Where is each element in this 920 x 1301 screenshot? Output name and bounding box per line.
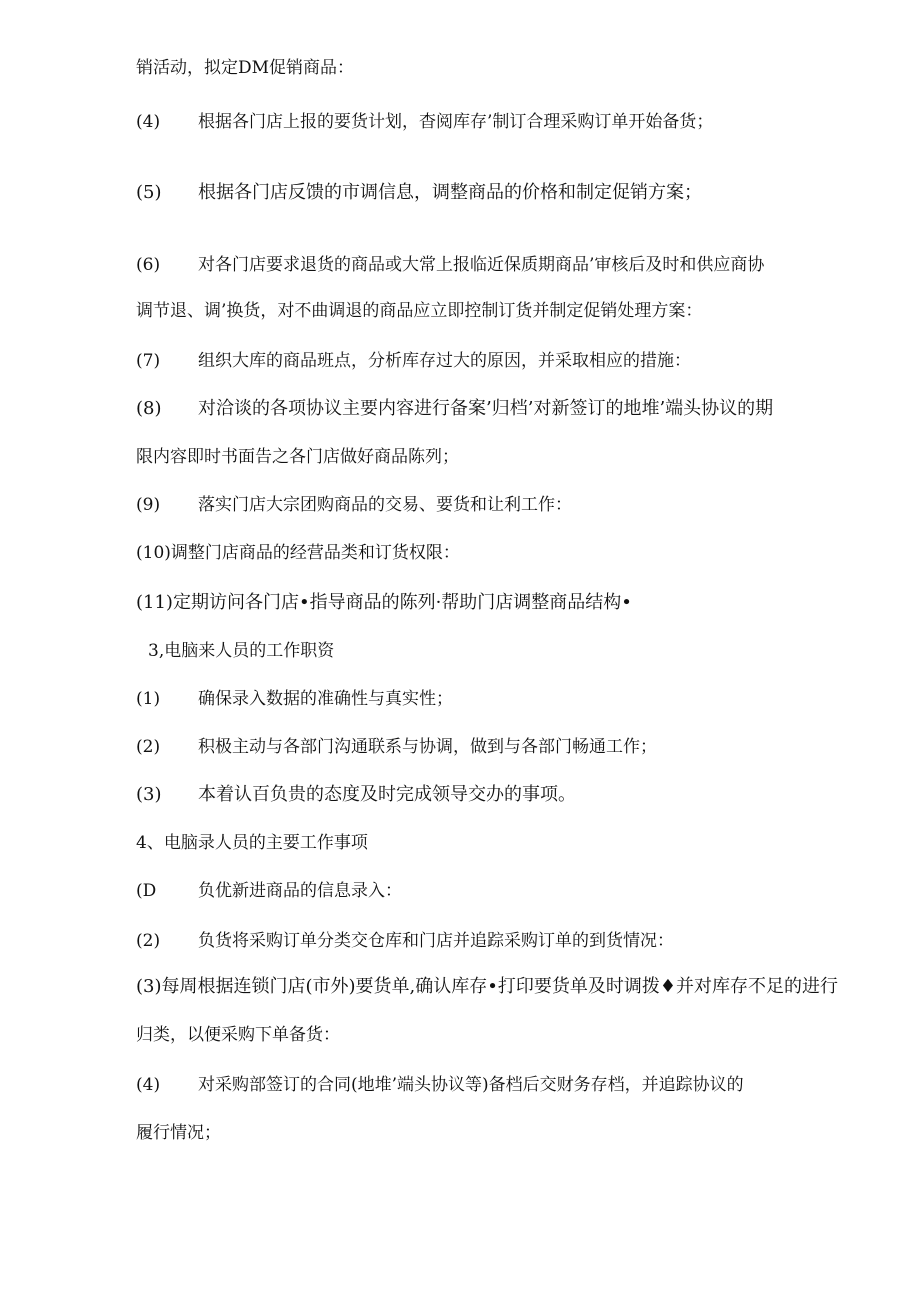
list-item-11 xyxy=(136,592,632,614)
list-item-1 xyxy=(136,688,453,710)
list-item-3b-continuation xyxy=(136,1024,340,1046)
text-line-continuation xyxy=(136,57,354,79)
list-item-8-continuation xyxy=(136,446,459,468)
item-text: 负优新进商品的信息录入： xyxy=(198,881,402,901)
item-number: (1) xyxy=(136,689,161,709)
list-item-4 xyxy=(136,111,713,133)
list-item-7 xyxy=(136,350,691,372)
list-item-3 xyxy=(136,784,576,806)
item-text: 根据各门店上报的要货计划，杳阅库存’制订合理采购订单开始备货； xyxy=(198,112,714,132)
item-text: 对各门店要求退货的商品或大常上报临近保质期商品’审核后及时和供应商协 xyxy=(198,255,765,275)
item-text: (11)定期访问各门店•指导商品的陈列·帮助门店调整商品结构• xyxy=(136,592,632,613)
line-text: 限内容即时书面告之各门店做好商品陈列； xyxy=(136,447,459,467)
item-text: 根据各门店反馈的市调信息，调整商品的价格和制定促销方案； xyxy=(198,182,702,203)
section-heading-3 xyxy=(148,640,334,662)
heading-text: 4、电脑录人员的主要工作事项 xyxy=(136,833,368,853)
list-item-3b xyxy=(136,976,838,998)
item-text: 组织大库的商品班点，分析库存过大的原因，并采取相应的措施： xyxy=(198,351,691,371)
item-number: (4) xyxy=(136,1075,161,1095)
item-number: (7) xyxy=(136,351,161,371)
list-item-5 xyxy=(136,182,702,204)
item-number: (3) xyxy=(136,784,162,805)
item-text: 对采购部签订的合同(地堆’端头协议等)备档后交财务存档，并追踪协议的 xyxy=(198,1075,744,1095)
section-heading-4 xyxy=(136,832,368,854)
list-item-10 xyxy=(136,542,460,564)
item-number: (D xyxy=(136,881,157,901)
item-text: 对洽谈的各项协议主要内容进行备案’归档’对新签订的地堆’端头协议的期 xyxy=(198,398,774,419)
item-text: 确保录入数据的准确性与真实性； xyxy=(198,689,453,709)
list-item-6 xyxy=(136,254,764,276)
heading-text: 3,电脑来人员的工作职资 xyxy=(148,641,335,661)
item-text: 落实门店大宗团购商品的交易、要货和让利工作： xyxy=(198,495,572,515)
list-item-4b-continuation xyxy=(136,1122,221,1144)
item-text: 本着认百负贵的态度及时完成领导交办的事项。 xyxy=(198,784,576,805)
list-item-6-continuation xyxy=(136,300,702,322)
item-number: (9) xyxy=(136,495,161,515)
line-text: 归类，以便采购下单备货： xyxy=(136,1025,340,1045)
list-item-d xyxy=(136,880,402,902)
item-text: (10)调整门店商品的经营品类和订货权限： xyxy=(136,543,460,563)
item-number: (8) xyxy=(136,398,162,419)
line-text: 调节退、调’换货，对不曲调退的商品应立即控制订货并制定促销处理方案： xyxy=(136,301,703,321)
item-number: (6) xyxy=(136,255,161,275)
list-item-2b xyxy=(136,930,674,952)
item-number: (4) xyxy=(136,112,161,132)
list-item-9 xyxy=(136,494,572,516)
line-text: 销活动，拟定DM促销商品： xyxy=(136,58,355,78)
item-number: (2) xyxy=(136,737,161,757)
list-item-8 xyxy=(136,398,773,420)
list-item-2 xyxy=(136,736,657,758)
item-text: 积极主动与各部门沟通联系与协调，做到与各部门畅通工作； xyxy=(198,737,657,757)
item-number: (2) xyxy=(136,931,161,951)
list-item-4b xyxy=(136,1074,744,1096)
item-text: (3)每周根据连锁门店(市外)要货单,确认库存•打印要货单及时调拨♦并对库存不足的进行 xyxy=(136,976,839,997)
item-text: 负货将采购订单分类交仓库和门店并追踪采购订单的到货情况： xyxy=(198,931,674,951)
item-number: (5) xyxy=(136,182,162,203)
line-text: 履行情况； xyxy=(136,1123,221,1143)
